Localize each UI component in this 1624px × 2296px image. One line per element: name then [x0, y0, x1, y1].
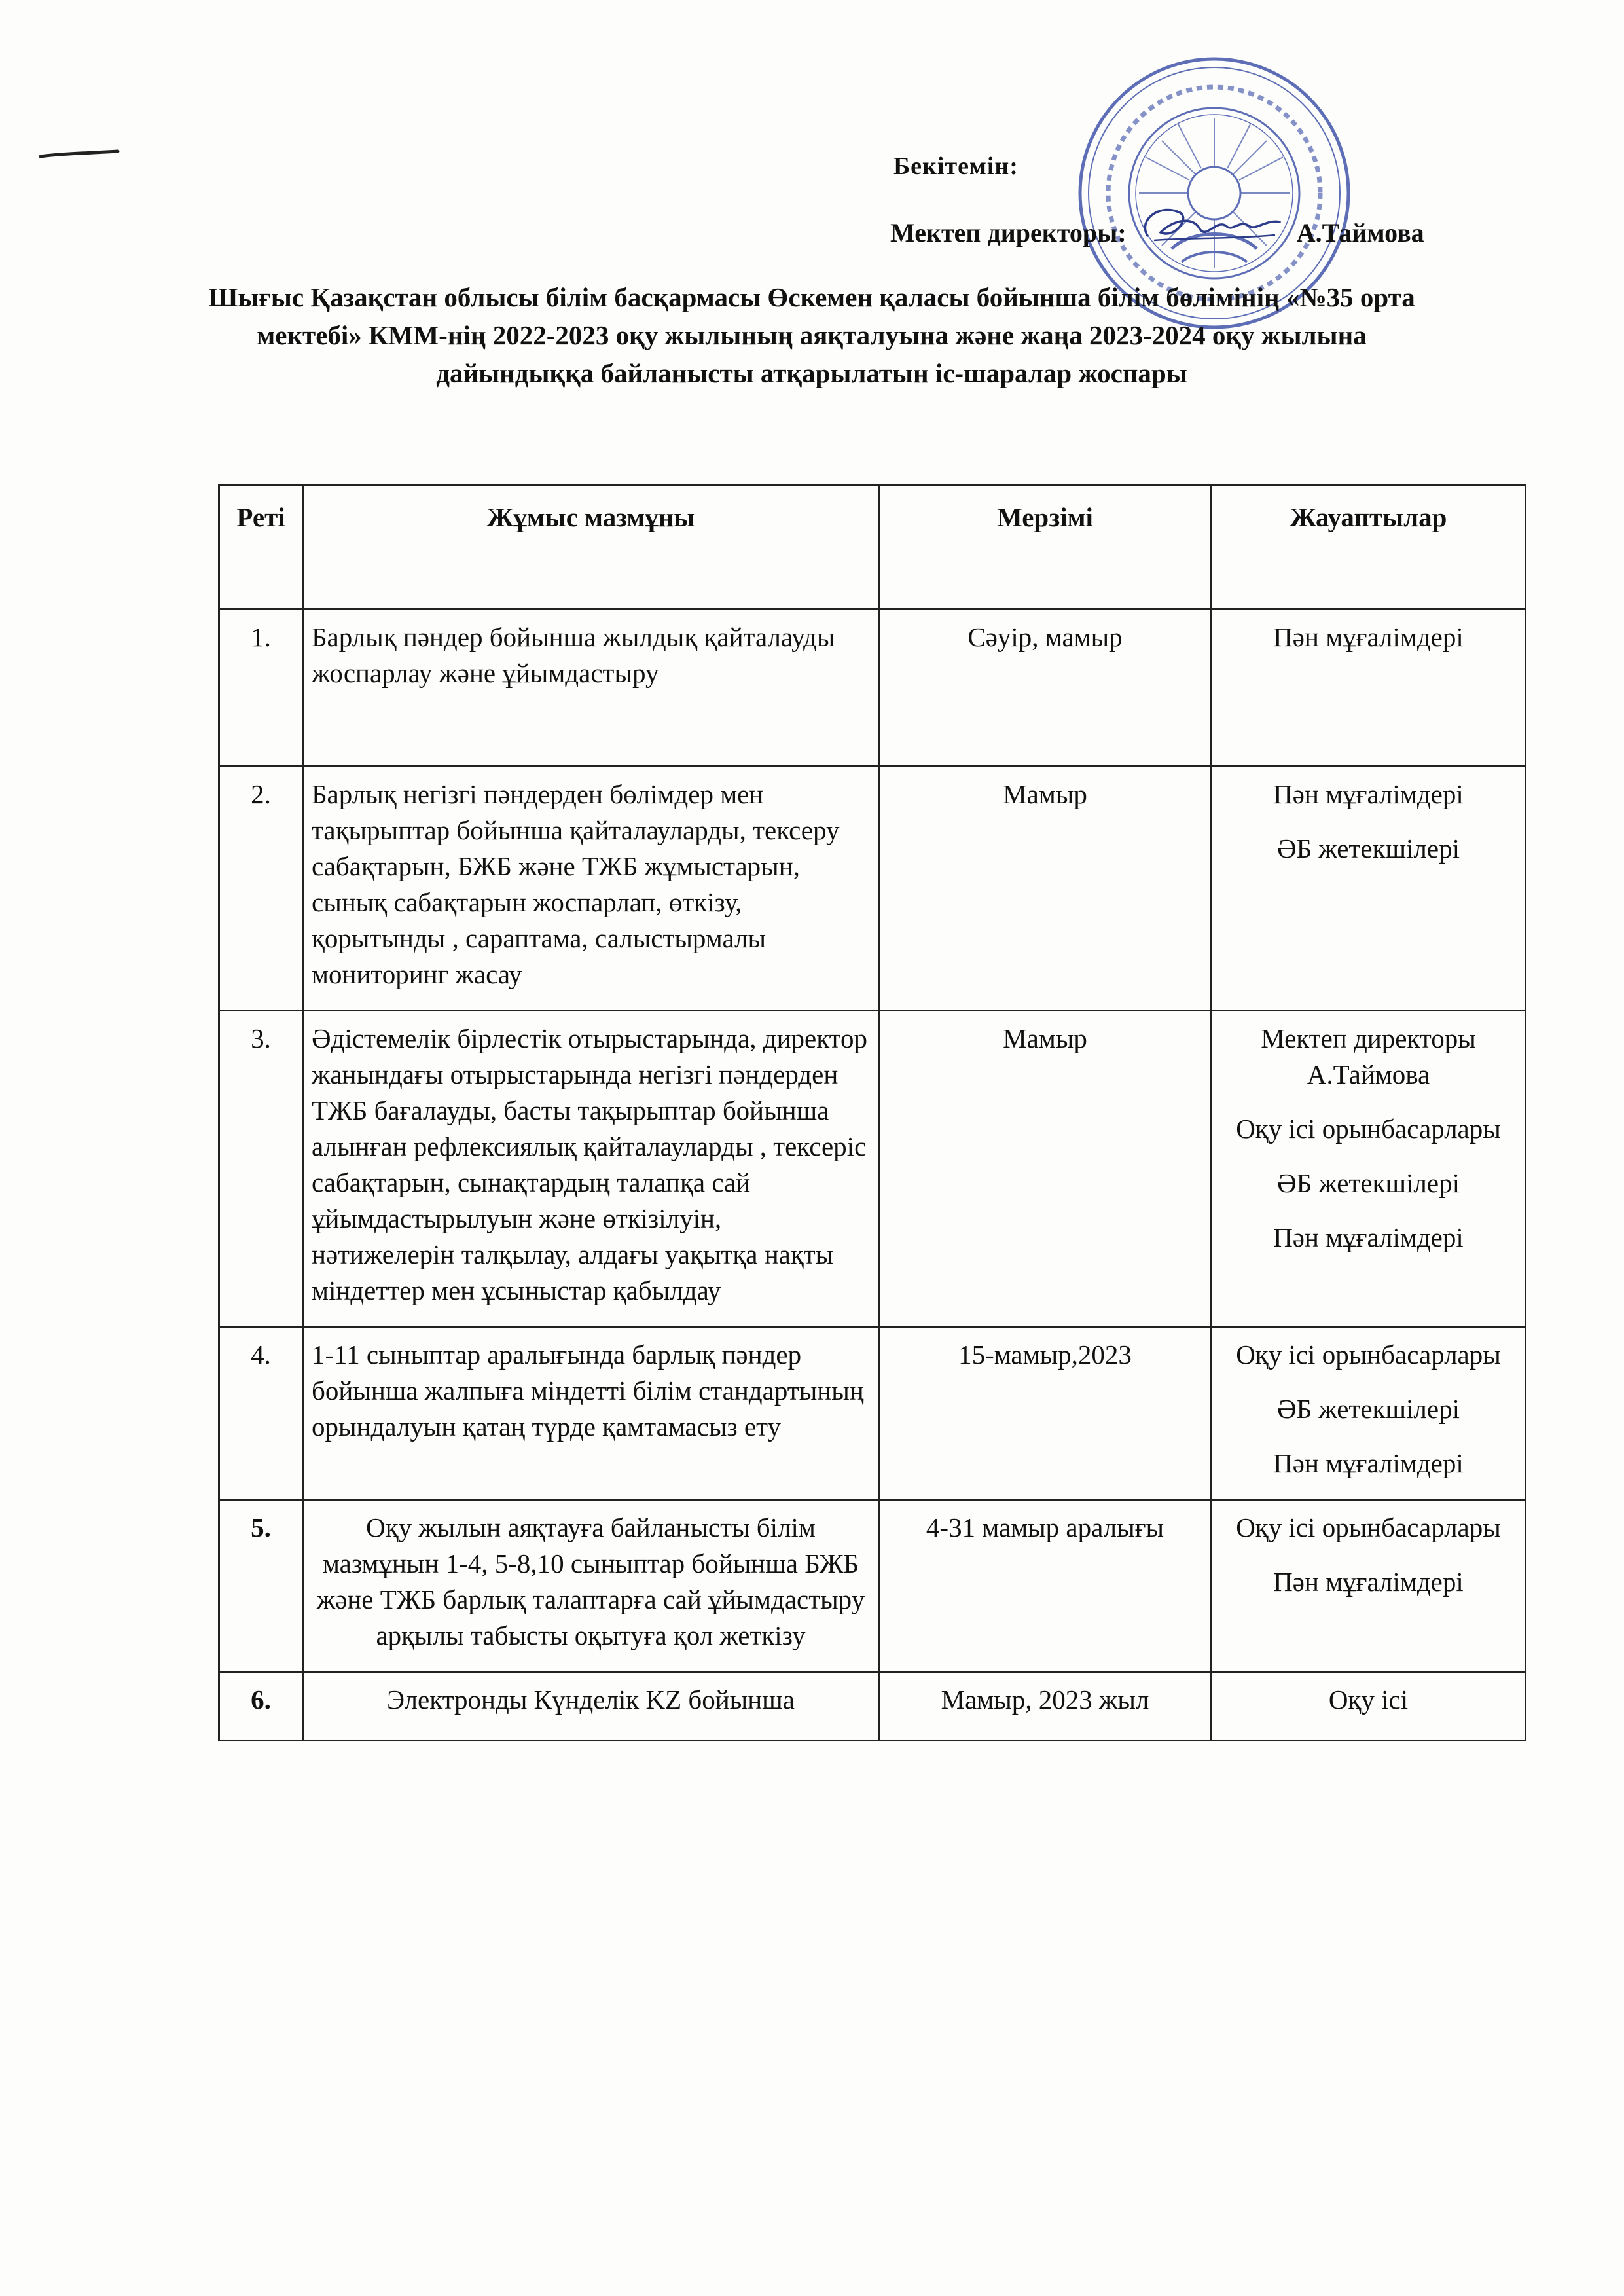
header-deadline: Мерзімі: [879, 486, 1212, 610]
table-row: [219, 610, 1526, 767]
row-work: Электронды Күнделік KZ бойынша: [303, 1672, 879, 1741]
responsible-item: Пән мұғалімдері: [1273, 622, 1464, 652]
row-number: 6.: [219, 1672, 303, 1741]
row-responsible: [1212, 1500, 1526, 1672]
responsible-item: Пән мұғалімдері: [1273, 1448, 1464, 1478]
table-row: [219, 1327, 1526, 1500]
row-work: Әдістемелік бірлестік отырыстарында, директор жанындағы отырыстарында негізгі пәндерден ТЖБ бағалауды, басты тақырыптар бойынша алынған рефлексиялық қайталауларды , тексеріс сабақтарын, сынақтардың талапқа сай ұйымдастырылуын және өткізілуін, нәтижелерін талқылау, алдағы уақытқа нақты міндеттер мен ұсыныстар қабылдау: [303, 1011, 879, 1327]
row-responsible: [1212, 1327, 1526, 1500]
row-number: 1.: [219, 610, 303, 767]
row-date: Мамыр: [879, 1011, 1212, 1327]
responsible-item: Пән мұғалімдері: [1273, 1222, 1464, 1252]
row-number: 2.: [219, 767, 303, 1011]
table-row: [219, 767, 1526, 1011]
pen-mark-icon: [39, 147, 121, 162]
header-responsible: Жауаптылар: [1212, 486, 1526, 610]
row-work: 1-11 сыныптар аралығында барлық пәндер бойынша жалпыға міндетті білім стандартының орындалуын қатаң түрде қамтамасыз ету: [303, 1327, 879, 1500]
table-row: [219, 1672, 1526, 1741]
responsible-item: Оқу ісі орынбасарлары: [1236, 1114, 1501, 1144]
row-number: 5.: [219, 1500, 303, 1672]
document-title: Шығыс Қазақстан облысы білім басқармасы Өскемен қаласы бойынша білім бөлімінің «№35 орта мектебі» КММ-нің 2022-2023 оқу жылының аяқталуына және жаңа 2023-2024 оқу жылына дайындыққа байланысты атқарылатын іс-шаралар жоспары: [208, 282, 1415, 388]
row-date: 15-мамыр,2023: [879, 1327, 1212, 1500]
row-responsible: [1212, 1011, 1526, 1327]
responsible-item: Оқу ісі: [1328, 1685, 1409, 1715]
responsible-item: Пән мұғалімдері: [1273, 779, 1464, 809]
table-row: [219, 1011, 1526, 1327]
responsible-item: ӘБ жетекшілері: [1277, 1394, 1460, 1424]
row-responsible: [1212, 610, 1526, 767]
approval-label: Бекітемін:: [893, 153, 1019, 180]
row-date: 4-31 мамыр аралығы: [879, 1500, 1212, 1672]
row-number: 4.: [219, 1327, 303, 1500]
row-work: Барлық негізгі пәндерден бөлімдер мен тақырыптар бойынша қайталауларды, тексеру сабақтарын, БЖБ және ТЖБ жұмыстарын, сынық сабақтарын жоспарлап, өткізу, қорытынды , сараптама, салыстырмалы мониторинг жасау: [303, 767, 879, 1011]
handwritten-signature: [1134, 200, 1285, 252]
row-work: Барлық пәндер бойынша жылдық қайталауды жоспарлау және ұйымдастыру: [303, 610, 879, 767]
responsible-item: Пән мұғалімдері: [1273, 1567, 1464, 1597]
responsible-item: Мектеп директоры А.Таймова: [1261, 1023, 1476, 1089]
responsible-item: ӘБ жетекшілері: [1277, 1168, 1460, 1198]
row-date: Мамыр: [879, 767, 1212, 1011]
director-signature-line: [890, 213, 1424, 252]
row-responsible: [1212, 1672, 1526, 1741]
table-header-row: [219, 486, 1526, 610]
row-number: 3.: [219, 1011, 303, 1327]
activities-table: [218, 484, 1526, 1741]
row-work: Оқу жылын аяқтауға байланысты білім мазмұнын 1-4, 5-8,10 сыныптар бойынша БЖБ және ТЖБ барлық талаптарға сай ұйымдастыру арқылы табысты оқытуға қол жеткізу: [303, 1500, 879, 1672]
director-label: Мектеп директоры:: [890, 217, 1127, 247]
table-row: [219, 1500, 1526, 1672]
header-work-content: Жұмыс мазмұны: [303, 486, 879, 610]
responsible-item: Оқу ісі орынбасарлары: [1236, 1339, 1501, 1370]
director-name: А.Таймова: [1296, 217, 1424, 247]
responsible-item: Оқу ісі орынбасарлары: [1236, 1512, 1501, 1542]
header-order: Реті: [219, 486, 303, 610]
row-responsible: [1212, 767, 1526, 1011]
row-date: Сәуір, мамыр: [879, 610, 1212, 767]
row-date: Мамыр, 2023 жыл: [879, 1672, 1212, 1741]
responsible-item: ӘБ жетекшілері: [1277, 833, 1460, 864]
